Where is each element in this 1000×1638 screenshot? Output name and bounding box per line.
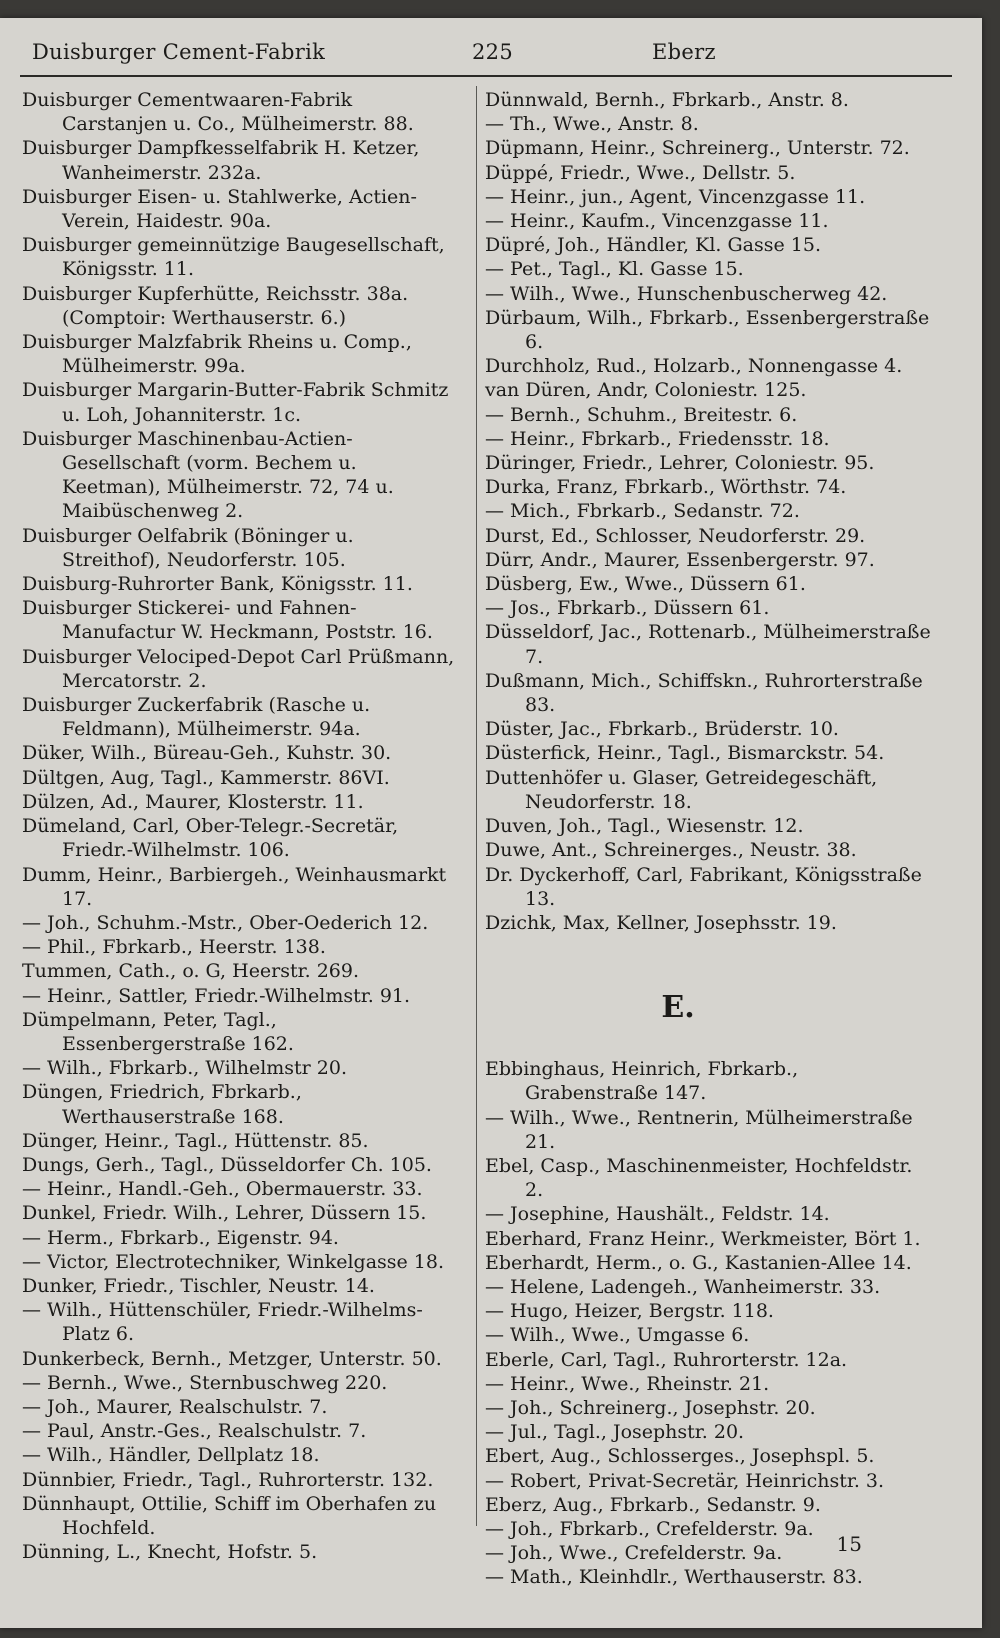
directory-entry: Eberz, Aug., Fbrkarb., Sedanstr. 9. [485,1493,821,1516]
directory-entry: Duisburger Velociped-Depot Carl Prüßmann, Mercatorstr. 2. [22,645,455,692]
directory-entry: Dunkerbeck, Bernh., Metzger, Unterstr. 50. [22,1347,442,1370]
directory-entry: Dülzen, Ad., Maurer, Klosterstr. 11. [22,790,364,813]
directory-entry: — Joh., Maurer, Realschulstr. 7. [22,1395,328,1418]
directory-entry: Duisburger Zuckerfabrik (Rasche u. Feldmann), Mülheimerstr. 94a. [22,694,371,741]
directory-entry: — Heinr., jun., Agent, Vincenzgasse 11. [485,185,866,208]
directory-entry: Düpré, Joh., Händler, Kl. Gasse 15. [485,234,821,257]
directory-entry: — Heinr., Sattler, Friedr.-Wilhelmstr. 91. [22,984,411,1007]
directory-entry: — Herm., Fbrkarb., Eigenstr. 94. [22,1226,339,1249]
right-column-e-entries [485,1057,931,1589]
page-header [32,40,942,70]
directory-entry: — Th., Wwe., Anstr. 8. [485,113,699,136]
running-head-right: Eberz [652,40,716,64]
page-number-top: 225 [472,40,513,64]
directory-entry: Duisburger Kupferhütte, Reichsstr. 38a. (Comptoir: Werthauserstr. 6.) [22,282,409,329]
directory-entry: Durka, Franz, Fbrkarb., Wörthstr. 74. [485,476,847,499]
directory-entry: Duisburger Eisen- u. Stahlwerke, Actien-Verein, Haidestr. 90a. [22,185,417,233]
directory-entry: Dümeland, Carl, Ober-Telegr.-Secretär, Friedr.-Wilhelmstr. 106. [22,815,399,862]
directory-entry: Dumm, Heinr., Barbiergeh., Weinhausmarkt 17. [22,863,447,910]
directory-entry: Dünning, L., Knecht, Hofstr. 5. [22,1541,318,1564]
directory-entry: — Heinr., Handl.-Geh., Obermauerstr. 33. [22,1178,423,1201]
directory-entry: Dümpelmann, Peter, Tagl., Essenbergerstraße 162. [22,1008,294,1055]
column-divider [476,86,477,1526]
directory-entry: — Wilh., Wwe., Rentnerin, Mülheimerstraße 21. [485,1106,913,1153]
directory-entry: Düker, Wilh., Büreau-Geh., Kuhstr. 30. [22,742,392,765]
directory-entry: Duisburger Dampfkesselfabrik H. Ketzer, Wanheimerstr. 232a. [22,137,420,184]
directory-entry: Durchholz, Rud., Holzarb., Nonnengasse 4. [485,355,903,378]
directory-entry: Duisburger Oelfabrik (Böninger u. Streithof), Neudorferstr. 105. [22,524,354,571]
directory-entry: Eberhardt, Herm., o. G., Kastanien-Allee 14. [485,1251,912,1274]
directory-entry: Dr. Dyckerhoff, Carl, Fabrikant, Königsstraße 13. [485,863,922,910]
right-column [485,88,931,1590]
sheet-number: 15 [836,1532,862,1556]
directory-entry: — Bernh., Schuhm., Breitestr. 6. [485,403,798,426]
directory-entry: Düsberg, Ew., Wwe., Düssern 61. [485,573,806,596]
directory-entry: — Josephine, Haushält., Feldstr. 14. [485,1203,830,1226]
directory-entry: Dünger, Heinr., Tagl., Hüttenstr. 85. [22,1129,369,1152]
directory-entry: Duisburger Cementwaaren-Fabrik Carstanjen u. Co., Mülheimerstr. 88. [22,89,414,136]
directory-entry: Düppé, Friedr., Wwe., Dellstr. 5. [485,161,796,184]
directory-entry: — Bernh., Wwe., Sternbuschweg 220. [22,1371,388,1394]
directory-entry: Dungs, Gerh., Tagl., Düsseldorfer Ch. 105. [22,1153,432,1176]
directory-entry: — Heinr., Fbrkarb., Friedensstr. 18. [485,427,830,450]
directory-entry: — Paul, Anstr.-Ges., Realschulstr. 7. [22,1420,367,1443]
directory-entry: Duisburger Malzfabrik Rheins u. Comp., Mülheimerstr. 99a. [22,331,412,378]
directory-entry: Düringer, Friedr., Lehrer, Coloniestr. 95. [485,452,875,475]
directory-entry: — Heinr., Wwe., Rheinstr. 21. [485,1372,770,1395]
directory-entry: — Phil., Fbrkarb., Heerstr. 138. [22,936,326,959]
directory-entry: Dültgen, Aug, Tagl., Kammerstr. 86VI. [22,766,390,789]
header-rule [20,75,952,77]
directory-entry: Eberhard, Franz Heinr., Werkmeister, Bört 1. [485,1227,921,1250]
directory-entry: Duwe, Ant., Schreinerges., Neustr. 38. [485,839,857,862]
directory-entry: — Robert, Privat-Secretär, Heinrichstr. 3. [485,1469,885,1492]
directory-entry: Dzichk, Max, Kellner, Josephsstr. 19. [485,911,837,934]
directory-entry: — Helene, Ladengeh., Wanheimerstr. 33. [485,1275,881,1298]
directory-entry: Duisburger Stickerei- und Fahnen-Manufactur W. Heckmann, Poststr. 16. [22,597,433,644]
directory-entry: Dünnwald, Bernh., Fbrkarb., Anstr. 8. [485,89,849,111]
section-gap [485,935,931,983]
directory-entry: Düngen, Friedrich, Fbrkarb., Werthauserstraße 168. [22,1081,302,1128]
directory-entry: — Jos., Fbrkarb., Düssern 61. [485,597,770,620]
directory-entry: Duisburger gemeinnützige Baugesellschaft, Königsstr. 11. [22,234,445,281]
directory-entry: — Hugo, Heizer, Bergstr. 118. [485,1300,774,1323]
directory-page [0,18,982,1628]
directory-entry: Ebbinghaus, Heinrich, Fbrkarb., Grabenstraße 147. [485,1058,799,1105]
directory-entry: Ebert, Aug., Schlosserges., Josephspl. 5. [485,1445,875,1468]
directory-entry: Dunkel, Friedr. Wilh., Lehrer, Düssern 15. [22,1202,427,1225]
directory-entry: Dürr, Andr., Maurer, Essenbergerstr. 97. [485,548,875,571]
directory-entry: Düster, Jac., Fbrkarb., Brüderstr. 10. [485,718,839,741]
directory-entry: — Joh., Schreinerg., Josephstr. 20. [485,1396,816,1419]
directory-entry: Duisburger Maschinenbau-Actien-Gesellschaft (vorm. Bechem u. Keetman), Mülheimerstr. 72, 74 u. Maibüschenweg 2. [22,427,394,523]
directory-entry: — Pet., Tagl., Kl. Gasse 15. [485,258,744,281]
directory-entry: Dußmann, Mich., Schiffskn., Ruhrorterstraße 83. [485,669,923,717]
directory-entry: — Wilh., Hüttenschüler, Friedr.-Wilhelms-Platz 6. [22,1299,423,1346]
directory-entry: Dürbaum, Wilh., Fbrkarb., Essenbergerstraße 6. [485,306,930,354]
directory-entry: — Wilh., Wwe., Umgasse 6. [485,1324,750,1347]
directory-entry: Düpmann, Heinr., Schreinerg., Unterstr. 72. [485,137,910,160]
directory-entry: Duven, Joh., Tagl., Wiesenstr. 12. [485,815,804,838]
directory-entry: — Wilh., Händler, Dellplatz 18. [22,1444,320,1467]
section-letter-heading: E. [661,990,695,1026]
directory-entry: Düsterfick, Heinr., Tagl., Bismarckstr. 54. [485,742,885,765]
directory-entry: Durst, Ed., Schlosser, Neudorferstr. 29. [485,524,866,547]
directory-entry: — Jul., Tagl., Josephstr. 20. [485,1421,745,1444]
directory-entry: — Victor, Electrotechniker, Winkelgasse 18. [22,1250,445,1273]
directory-entry: Tummen, Cath., o. G, Heerstr. 269. [22,960,360,983]
directory-entry: Dunker, Friedr., Tischler, Neustr. 14. [22,1274,375,1297]
directory-entry: — Wilh., Wwe., Hunschenbuscherweg 42. [485,282,888,305]
directory-entry: Duisburger Margarin-Butter-Fabrik Schmitz u. Loh, Johanniterstr. 1c. [22,379,449,426]
directory-entry: — Mich., Fbrkarb., Sedanstr. 72. [485,500,800,523]
directory-entry: — Heinr., Kaufm., Vincenzgasse 11. [485,210,829,233]
left-column [22,88,458,1564]
running-head-left: Duisburger Cement-Fabrik [32,40,326,64]
directory-entry: — Joh., Schuhm.-Mstr., Ober-Oederich 12. [22,911,429,934]
directory-entry: Düsseldorf, Jac., Rottenarb., Mülheimerstraße 7. [485,621,931,668]
directory-entry: Eberle, Carl, Tagl., Ruhrorterstr. 12a. [485,1348,848,1371]
right-column-d-entries [485,88,931,935]
section-gap [485,1033,931,1057]
directory-entry: van Düren, Andr, Coloniestr. 125. [485,379,807,402]
directory-entry: Dünnbier, Friedr., Tagl., Ruhrorterstr. 132. [22,1468,434,1491]
directory-entry: — Joh., Wwe., Crefelderstr. 9a. [485,1542,783,1565]
directory-entry: Ebel, Casp., Maschinenmeister, Hochfeldstr. 2. [485,1154,913,1202]
directory-entry: — Joh., Fbrkarb., Crefelderstr. 9a. [485,1517,814,1540]
directory-entry: Duisburg-Ruhrorter Bank, Königsstr. 11. [22,573,413,596]
directory-entry: Dünnhaupt, Ottilie, Schiff im Oberhafen zu Hochfeld. [22,1492,437,1539]
directory-entry: — Wilh., Fbrkarb., Wilhelmstr 20. [22,1057,348,1080]
directory-entry: — Math., Kleinhdlr., Werthauserstr. 83. [485,1566,863,1589]
directory-entry: Duttenhöfer u. Glaser, Getreidegeschäft, Neudorferstr. 18. [485,766,878,813]
